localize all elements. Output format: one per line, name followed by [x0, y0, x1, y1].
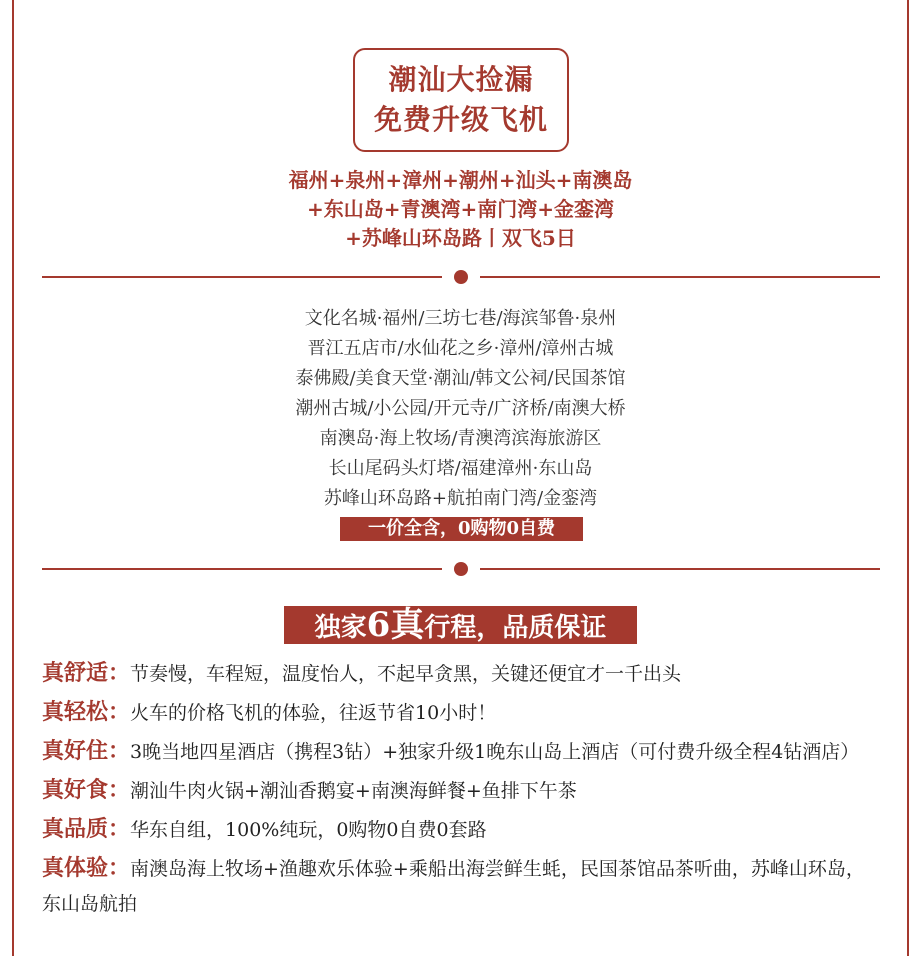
features-list: [42, 656, 882, 925]
spots-line: 潮州古城/小公园/开元寺/广济桥/南澳大桥: [295, 398, 626, 419]
route-block: [0, 166, 921, 253]
divider-dot-icon: [454, 270, 468, 284]
feature-item: [42, 734, 882, 770]
spots-line: 文化名城·福州/三坊七巷/海滨邹鲁·泉州: [304, 308, 617, 329]
divider-dot-icon: [454, 562, 468, 576]
title-line-2: 免费升级飞机: [373, 103, 548, 136]
feature-text: 3晚当地四星酒店（携程3钻）+独家升级1晚东山岛上酒店（可付费升级全程4钻酒店）: [130, 741, 860, 763]
feature-label: 真体验：: [42, 856, 131, 881]
feature-text: 火车的价格飞机的体验，往返节省10小时！: [130, 702, 497, 724]
spots-list: [0, 304, 921, 514]
spots-line: 长山尾码头灯塔/福建漳州·东山岛: [328, 458, 593, 479]
route-line: +苏峰山环岛路丨双飞5日: [345, 226, 576, 250]
feature-text: 南澳岛海上牧场+渔趣欢乐体验+乘船出海尝鲜生蚝，民国茶馆品茶听曲，苏峰山环岛，东山岛航拍: [42, 858, 865, 915]
feature-item: [42, 812, 882, 848]
feature-label: 真品质：: [42, 817, 131, 842]
route-line: 福州+泉州+漳州+潮州+汕头+南澳岛: [288, 168, 633, 192]
feature-label: 真好食：: [42, 778, 131, 803]
feature-item: [42, 695, 882, 731]
headline-big: 6真: [366, 605, 425, 645]
headline-post: 行程，品质保证: [424, 613, 607, 643]
divider-top: [42, 270, 880, 284]
feature-label: 真轻松：: [42, 700, 131, 725]
divider-middle: [42, 562, 880, 576]
route-line: +东山岛+青澳湾+南门湾+金銮湾: [306, 197, 615, 221]
spots-line: 晋江五店市/水仙花之乡·漳州/漳州古城: [307, 338, 614, 359]
spots-line: 苏峰山环岛路+航拍南门湾/金銮湾: [323, 488, 598, 509]
all-inclusive-banner: 一价全含，0购物0自费: [340, 517, 583, 541]
feature-item: [42, 773, 882, 809]
feature-label: 真好住：: [42, 739, 131, 764]
title-line-1: 潮汕大捡漏: [388, 63, 534, 96]
title-box: [353, 48, 569, 152]
spots-line: 南澳岛·海上牧场/青澳湾滨海旅游区: [319, 428, 602, 449]
headline-banner: [284, 606, 637, 644]
feature-label: 真舒适：: [42, 661, 131, 686]
feature-text: 潮汕牛肉火锅+潮汕香鹅宴+南澳海鲜餐+鱼排下午茶: [130, 780, 577, 802]
feature-text: 华东自组，100%纯玩，0购物0自费0套路: [130, 819, 487, 841]
feature-item: [42, 851, 882, 922]
feature-text: 节奏慢，车程短，温度怡人，不起早贪黑，关键还便宜才一千出头: [130, 663, 682, 685]
feature-item: [42, 656, 882, 692]
spots-line: 泰佛殿/美食天堂·潮汕/韩文公祠/民国茶馆: [295, 368, 626, 389]
headline-pre: 独家: [314, 613, 367, 643]
